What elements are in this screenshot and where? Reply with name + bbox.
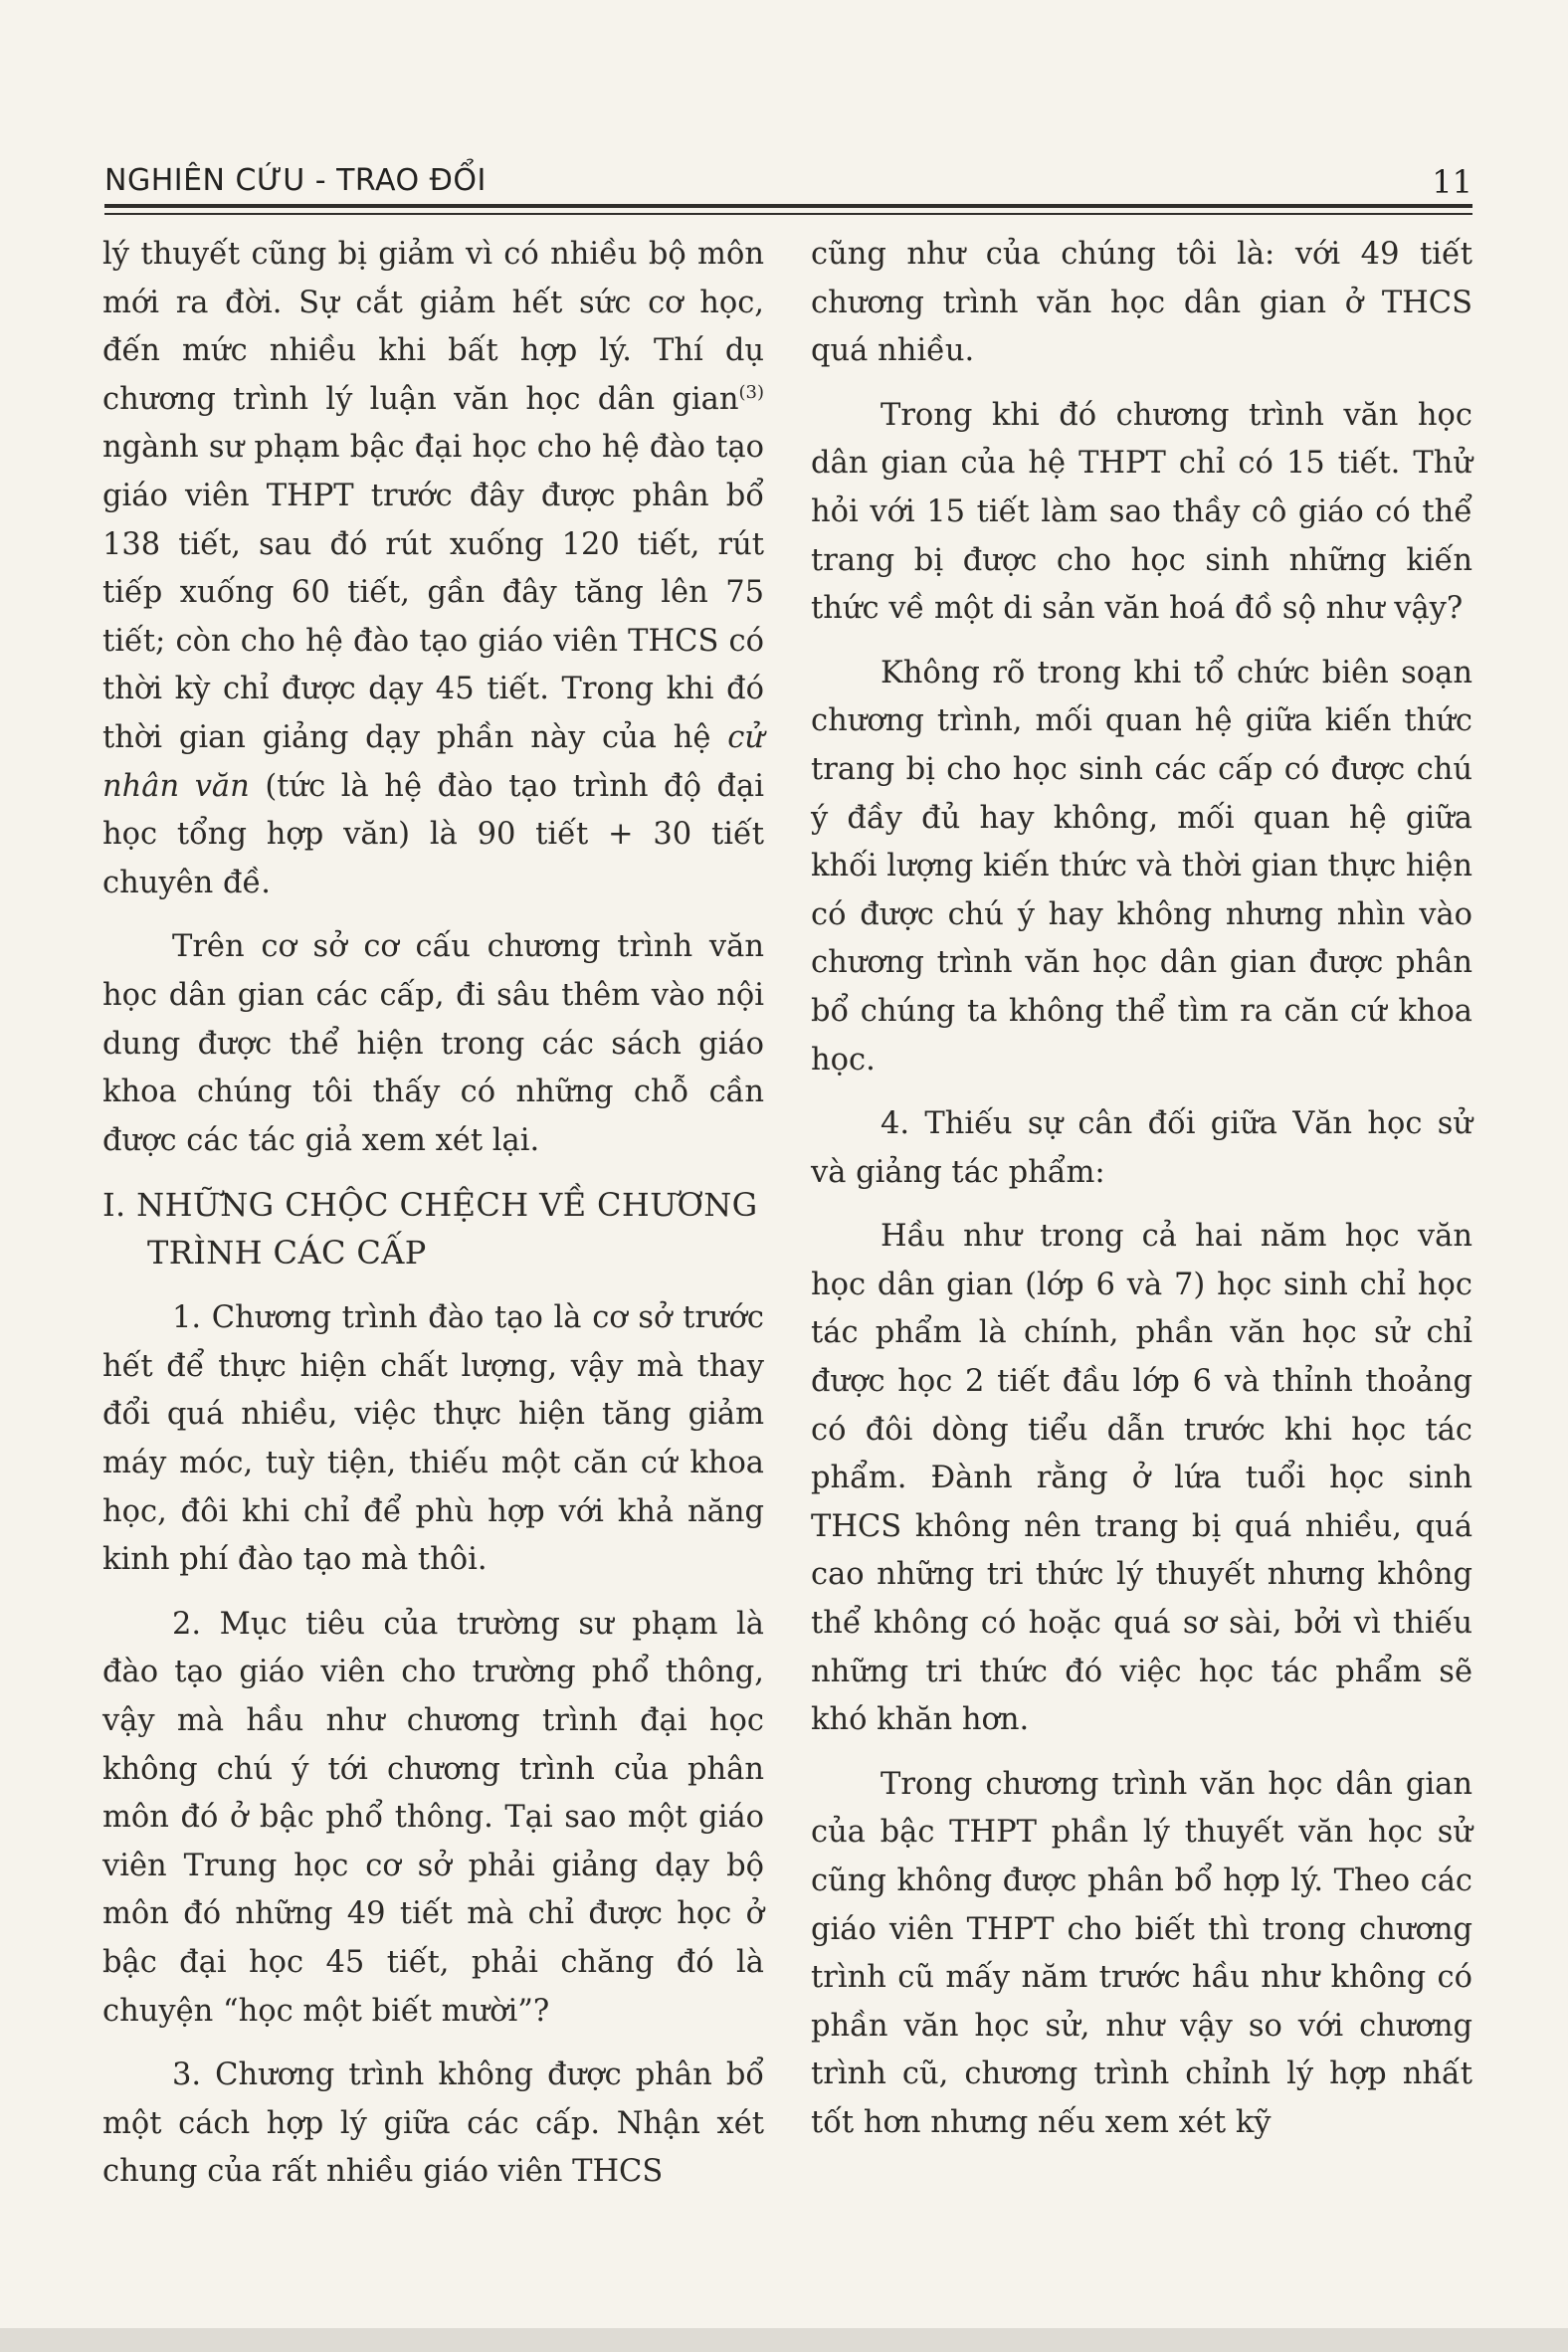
header-rule-thick <box>104 204 1472 208</box>
paragraph: Trên cơ sở cơ cấu chương trình văn học dân gian các cấp, đi sâu thêm vào nội dung được thể hiện trong các sách giáo khoa chúng tôi thấy có những chỗ cần được các tác giả xem xét lại. <box>102 929 764 1158</box>
page-number: 11 <box>1432 163 1472 201</box>
paragraph: 1. Chương trình đào tạo là cơ sở trước hết để thực hiện chất lượng, vậy mà thay đổi quá nhiều, việc thực hiện tăng giảm máy móc, tuỳ tiện, thiếu một căn cứ khoa học, đôi khi chỉ để phù hợp với khả năng kinh phí đào tạo mà thôi. <box>102 1300 764 1578</box>
paragraph: 3. Chương trình không được phân bổ một cách hợp lý giữa các cấp. Nhận xét chung của rất nhiều giáo viên THCS <box>102 2058 764 2190</box>
left-column <box>102 231 764 2197</box>
paragraph: Trong chương trình văn học dân gian của bậc THPT phần lý thuyết văn học sử cũng không được phân bổ hợp lý. Theo các giáo viên THPT cho biết thì trong chương trình cũ mấy năm trước hầu như không có phần văn học sử, như vậy so với chương trình cũ, chương trình chỉnh lý hợp nhất tốt hơn nhưng nếu xem xét kỹ <box>811 1766 1472 2140</box>
right-column <box>811 231 1472 2148</box>
paragraph: Không rõ trong khi tổ chức biên soạn chương trình, mối quan hệ giữa kiến thức trang bị cho học sinh các cấp có được chú ý đầy đủ hay không, mối quan hệ giữa khối lượng kiến thức và thời gian thực hiện có được chú ý hay không nhưng nhìn vào chương trình văn học dân gian được phân bổ chúng ta không thể tìm ra căn cứ khoa học. <box>811 655 1472 1078</box>
footnote-ref: (3) <box>738 381 764 403</box>
header-rule-thin <box>104 213 1472 215</box>
italic-term: cử nhân văn <box>102 719 764 804</box>
paragraph: Trong khi đó chương trình văn học dân gian của hệ THPT chỉ có 15 tiết. Thử hỏi với 15 tiết làm sao thầy cô giáo có thể trang bị được cho học sinh những kiến thức về một di sản văn hoá đồ sộ như vậy? <box>811 397 1472 627</box>
section-label: NGHIÊN CỨU - TRAO ĐỔI <box>104 163 487 198</box>
page-header <box>104 157 1472 205</box>
paragraph: 4. Thiếu sự cân đối giữa Văn học sử và giảng tác phẩm: <box>811 1106 1472 1190</box>
paragraph: lý thuyết cũng bị giảm vì có nhiều bộ môn mới ra đời. Sự cắt giảm hết sức cơ học, đến mức nhiều khi bất hợp lý. Thí dụ chương trình lý luận văn học dân gian$^{(3)}$ ngành sư phạm bậc đại học cho hệ đào tạo giáo viên THPT trước đây được phân bổ 138 tiết, sau đó rút xuống 120 tiết, rút tiếp xuống 60 tiết, gần đây tăng lên 75 tiết; còn cho hệ đào tạo giáo viên THCS có thời kỳ chỉ được dạy 45 tiết. Trong khi đó thời gian giảng dạy phần này của hệ cử nhân văn (tức là hệ đào tạo trình độ đại học tổng hợp văn) là 90 tiết + 30 tiết chuyên đề. <box>102 237 764 900</box>
paragraph: 2. Mục tiêu của trường sư phạm là đào tạo giáo viên cho trường phổ thông, vậy mà hầu như chương trình đại học không chú ý tới chương trình của phân môn đó ở bậc phổ thông. Tại sao một giáo viên Trung học cơ sở phải giảng dạy bộ môn đó những 49 tiết mà chỉ được học ở bậc đại học 45 tiết, phải chăng đó là chuyện “học một biết mười”? <box>102 1606 764 2029</box>
paragraph: Hầu như trong cả hai năm học văn học dân gian (lớp 6 và 7) học sinh chỉ học tác phẩm là chính, phần văn học sử chỉ được học 2 tiết đầu lớp 6 và thỉnh thoảng có đôi dòng tiểu dẫn trước khi học tác phẩm. Đành rằng ở lứa tuổi học sinh THCS không nên trang bị quá nhiều, quá cao những tri thức lý thuyết nhưng không thể không có hoặc quá sơ sài, bởi vì thiếu những tri thức đó việc học tác phẩm sẽ khó khăn hơn. <box>811 1219 1472 1738</box>
section-heading: I. NHỮNG CHỘC CHỆCH VỀ CHƯƠNG TRÌNH CÁC CẤP <box>102 1186 758 1273</box>
scan-edge <box>0 2328 1568 2352</box>
paragraph: cũng như của chúng tôi là: với 49 tiết chương trình văn học dân gian ở THCS quá nhiều. <box>811 237 1472 369</box>
